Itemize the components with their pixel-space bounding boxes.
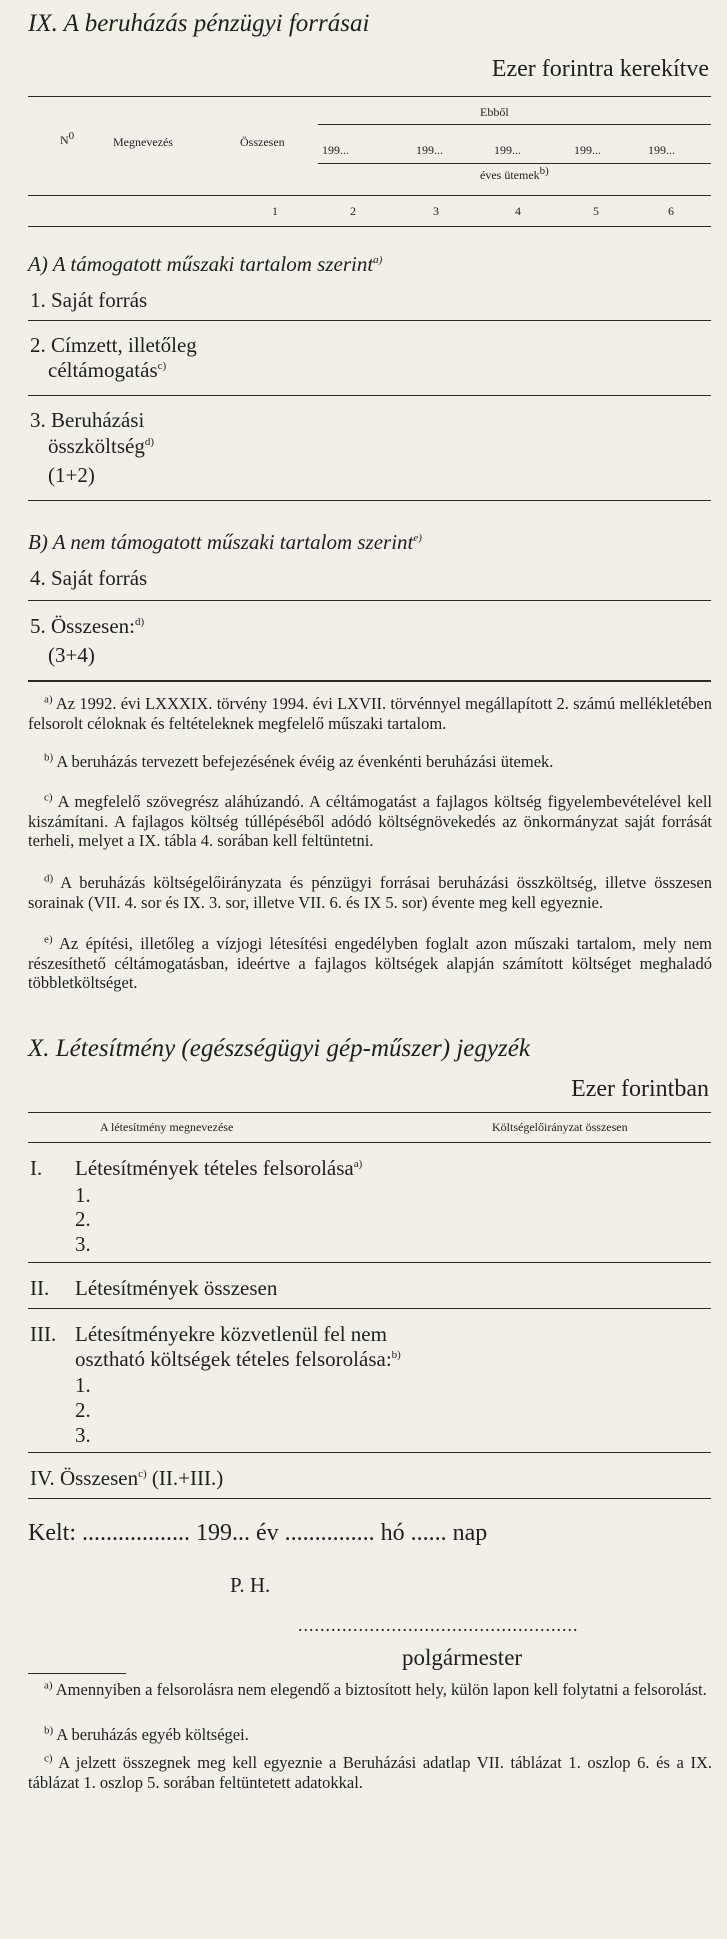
stamp-label: P. H.: [230, 1573, 271, 1597]
row-1-rule: [28, 320, 711, 321]
header-ebbol: Ebből: [480, 105, 509, 119]
header-col-4: 4: [515, 204, 521, 218]
section-b-title: B) A nem támogatott műszaki tartalom szerint$^{e)}$: [28, 530, 422, 554]
row-5-label-line2: (3+4): [48, 643, 95, 667]
header-col-2: 2: [350, 204, 356, 218]
header-col-3: 3: [433, 204, 439, 218]
x-footnote-c: $^{c)}$ A jelzett összegnek meg kell egyeznie a Beruházási adatlap VII. táblázat 1. oszlop 6. és a IX. táblázat 1. oszlop 5. sorában feltüntetett adatokkal.: [28, 1752, 712, 1792]
signature-role: polgármester: [402, 1645, 523, 1670]
x-row-i-number: I.: [30, 1156, 43, 1180]
row-2-label-line2: céltámogatás$^{c)}$: [48, 358, 167, 382]
footnote-e: $^{e)}$ Az építési, illetőleg a vízjogi létesítési engedélyben foglalt azon műszaki tartalom, mely nem részesíthető céltámogatásban, ideértve a fajlagos költségek alapján számított költséget meghaladó többletköltséget.: [28, 933, 712, 992]
x-col-cost-header: Költségelőirányzat összesen: [492, 1120, 628, 1134]
signature-dots: ...................................................: [298, 1615, 579, 1635]
date-line: Kelt: .................. 199... év ............... hó ...... nap: [28, 1520, 488, 1546]
x-col-name-header: A létesítmény megnevezése: [100, 1120, 234, 1134]
header-year-5: 199...: [648, 143, 675, 157]
row-1-label: 1. Saját forrás: [30, 288, 148, 312]
header-year-3: 199...: [494, 143, 521, 157]
x-row-iii-label-line2: osztható költségek tételes felsorolása:$^{b)}$: [75, 1347, 401, 1371]
footnote-a: $^{a)}$ Az 1992. évi LXXXIX. törvény 1994. évi LXVII. törvénnyel megállapított 2. számú mellékletében felsorolt céloknak és feltételeknek megfelelő műszaki tartalom.: [28, 693, 712, 733]
x-row-i-item-3: 3.: [75, 1232, 91, 1256]
header-years-rule: [318, 163, 711, 164]
footnote-d: $^{d)}$ A beruházás költségelőirányzata és pénzügyi forrásai beruházási összköltség, illetve összesen sorainak (VII. 4. sor és IX. 3. sor, illetve VII. 6. és IX 5. sor) évente meg kell egyeznie.: [28, 872, 712, 912]
header-col-6: 6: [668, 204, 674, 218]
x-row-i-item-2: 2.: [75, 1207, 91, 1231]
x-row-i-rule: [28, 1262, 711, 1263]
header-bottom-rule: [28, 226, 711, 227]
header-eves: éves ütemek$^{b)}$: [480, 165, 549, 182]
footnote-c: $^{c)}$ A megfelelő szövegrész aláhúzandó. A céltámogatást a fajlagos költség figyelembevételével kell kiszámítani. A fajlagos költség túllépéséből adódó költségnövekedés az önkormányzat saját forrását terheli, melyet a IX. tábla 4. sorában kell feltüntetni.: [28, 791, 713, 850]
x-row-iv: IV. Összesen$^{c)}$ (II.+III.): [30, 1466, 224, 1490]
header-year-2: 199...: [416, 143, 443, 157]
x-row-iii-label-line1: Létesítményekre közvetlenül fel nem: [75, 1322, 387, 1346]
x-footnote-a: $^{a)}$ Amennyiben a felsorolásra nem elegendő a biztosított hely, külön lapon kell folytatni a felsorolást.: [44, 1679, 707, 1699]
row-3-rule: [28, 500, 711, 501]
row-3-label-line2: összköltség$^{d)}$: [48, 434, 154, 458]
row-2-rule: [28, 395, 711, 396]
x-row-i-item-1: 1.: [75, 1183, 91, 1207]
header-mid-rule: [28, 195, 711, 196]
x-footnote-b: $^{b)}$ A beruházás egyéb költségei.: [44, 1724, 249, 1744]
section-ix-unit: Ezer forintra kerekítve: [491, 56, 709, 82]
header-col-1: 1: [272, 204, 278, 218]
x-row-iii-item-1: 1.: [75, 1373, 91, 1397]
header-col-5: 5: [593, 204, 599, 218]
x-row-iii-item-2: 2.: [75, 1398, 91, 1422]
x-row-ii-rule: [28, 1308, 711, 1309]
header-year-4: 199...: [574, 143, 601, 157]
section-ix-title: IX. A beruházás pénzügyi forrásai: [28, 10, 370, 37]
x-row-iii-rule: [28, 1452, 711, 1453]
row-4-rule: [28, 600, 711, 601]
table-bottom-rule: [28, 680, 711, 682]
row-2-label-line1: 2. Címzett, illetőleg: [30, 333, 197, 357]
row-3-label-line3: (1+2): [48, 463, 95, 487]
x-row-ii-number: II.: [30, 1276, 50, 1300]
section-x-unit: Ezer forintban: [571, 1076, 709, 1102]
header-total: Összesen: [240, 135, 285, 149]
table-top-rule: [28, 96, 711, 97]
header-year-1: 199...: [322, 143, 349, 157]
footnote-separator: [28, 1673, 126, 1674]
row-3-label-line1: 3. Beruházási: [30, 408, 145, 432]
x-table-bottom-rule: [28, 1498, 711, 1499]
header-ebbol-rule: [318, 124, 711, 125]
footnote-b: $^{b)}$ A beruházás tervezett befejezésének évéig az évenkénti beruházási ütemek.: [44, 751, 554, 771]
section-x-title: X. Létesítmény (egészségügyi gép-műszer) jegyzék: [28, 1035, 530, 1062]
header-no: $N^0$: [60, 130, 75, 147]
x-row-i-label: Létesítmények tételes felsorolása$^{a)}$: [75, 1156, 363, 1180]
header-name: Megnevezés: [113, 135, 173, 149]
x-row-iii-number: III.: [30, 1322, 57, 1346]
x-table-top-rule: [28, 1112, 711, 1113]
row-4-label: 4. Saját forrás: [30, 566, 148, 590]
section-a-title: A) A támogatott műszaki tartalom szerint$^{a)}$: [28, 252, 383, 276]
x-row-iii-item-3: 3.: [75, 1423, 91, 1447]
x-row-ii-label: Létesítmények összesen: [75, 1276, 278, 1300]
row-5-label-line1: 5. Összesen:$^{d)}$: [30, 614, 145, 638]
x-header-rule: [28, 1142, 711, 1143]
